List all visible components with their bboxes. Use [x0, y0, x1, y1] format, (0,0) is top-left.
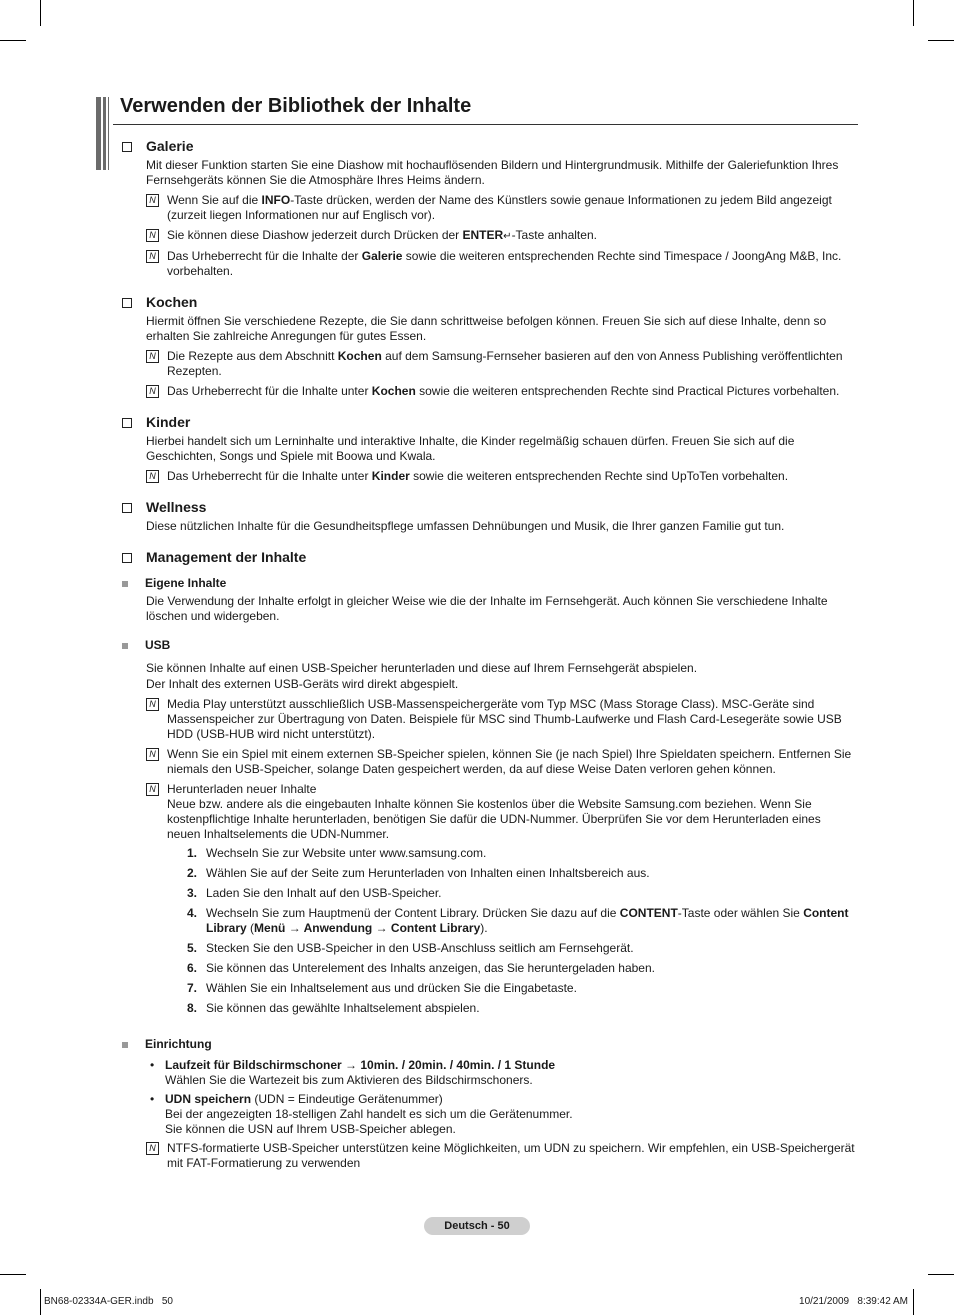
enter-key-icon: ↵	[503, 231, 512, 242]
page-number-badge: Deutsch - 50	[424, 1217, 530, 1235]
usb-text: Sie können Inhalte auf einen USB-Speicher herunterladen und diese auf Ihrem Fernsehgerät abspielen.	[146, 661, 698, 675]
note	[146, 747, 857, 777]
footer-timestamp: 10/21/2009 8:39:42 AM	[799, 1296, 908, 1307]
checkbox-bullet-icon	[122, 553, 132, 563]
subsection-heading: Eigene Inhalte	[145, 576, 227, 590]
crop-mark	[928, 1274, 954, 1275]
note-bold: Kochen	[371, 384, 416, 398]
note-text: Wenn Sie auf die	[167, 193, 262, 207]
square-bullet-icon	[122, 581, 128, 587]
note	[146, 782, 857, 1021]
download-steps	[187, 846, 857, 1016]
section-heading: Kochen	[146, 293, 198, 310]
subsection-heading: Einrichtung	[145, 1037, 212, 1051]
title-decoration	[96, 97, 112, 170]
crop-mark	[0, 40, 26, 41]
note	[146, 249, 857, 279]
crop-mark	[913, 1289, 914, 1315]
note-icon: N	[146, 194, 159, 207]
bullet-title: UDN speichern	[165, 1092, 252, 1106]
note	[146, 384, 857, 399]
checkbox-bullet-icon	[122, 298, 132, 308]
section-heading: Galerie	[146, 137, 194, 154]
section-heading: Management der Inhalte	[146, 548, 307, 565]
note-icon: N	[146, 783, 159, 796]
subsection-eigene-inhalte	[122, 576, 857, 591]
bullet-title: Laufzeit für Bildschirmschoner → 10min. / 20min. / 40min. / 1 Stunde	[165, 1058, 556, 1072]
section-heading: Wellness	[146, 498, 207, 515]
crop-mark	[40, 1289, 41, 1315]
checkbox-bullet-icon	[122, 418, 132, 428]
note-icon: N	[146, 470, 159, 483]
section-kinder	[122, 413, 857, 484]
crop-mark	[0, 1274, 26, 1275]
square-bullet-icon	[122, 643, 128, 649]
section-intro: Mit dieser Funktion starten Sie eine Diashow mit hochauflösenden Bildern und Hintergrundmusik. Mithilfe der Galeriefunktion Ihres Fernsehgeräts können Sie die Atmosphäre Ihres Heims ändern.	[146, 158, 839, 187]
note-text: NTFS-formatierte USB-Speicher unterstützen keine Möglichkeiten, um UDN zu speichern. Wir empfehlen, ein USB-Speichergerät mit FAT-Formatierung zu verwenden	[167, 1141, 855, 1170]
page-content	[122, 137, 857, 1185]
note	[146, 1141, 857, 1171]
note-text: Sie können diese Diashow jederzeit durch Drücken der	[167, 228, 463, 242]
bullet-text: Sie können die USN auf Ihrem USB-Speicher ablegen.	[165, 1122, 456, 1136]
step-item: 1. Wechseln Sie zur Website unter www.samsung.com.	[187, 846, 487, 860]
note-icon: N	[146, 250, 159, 263]
step-item: 7. Wählen Sie ein Inhaltselement aus und drücken Sie die Eingabetaste.	[187, 981, 577, 995]
section-intro: Hierbei handelt sich um Lerninhalte und interaktive Inhalte, die Kinder regelmäßig schauen dürfen. Freuen Sie sich auf die Geschichten, Songs und Spiele mit Boowa und Kwala.	[146, 434, 795, 463]
note-bold: ENTER	[462, 228, 504, 242]
note-icon: N	[146, 385, 159, 398]
note-icon: N	[146, 350, 159, 363]
note-text: -Taste anhalten.	[511, 228, 597, 242]
note-bold: Galerie	[361, 249, 403, 263]
subsection-einrichtung	[122, 1037, 857, 1052]
footer-file-info: BN68-02334A-GER.indb 50	[44, 1296, 173, 1307]
note-bold: Kochen	[337, 349, 382, 363]
note-text: Neue bzw. andere als die eingebauten Inhalte können Sie kostenlos über die Website Samsung.com beziehen. Wenn Sie kostenpflichtige Inhalte herunterladen, benötigen Sie dafür die UDN-Nummer. Überprüfen Sie vor dem Herunterladen eines neuen Inhaltselements die UDN-Nummer.	[167, 797, 821, 841]
note-bold: Kinder	[371, 469, 410, 483]
page-title: Verwenden der Bibliothek der Inhalte	[120, 95, 472, 117]
note-icon: N	[146, 748, 159, 761]
subsection-text: Die Verwendung der Inhalte erfolgt in gleicher Weise wie die der Inhalte im Fernsehgerät. Auch können Sie verschiedene Inhalte löschen und widergeben.	[146, 594, 828, 623]
note	[146, 228, 857, 244]
square-bullet-icon	[122, 1042, 128, 1048]
bullet-dot-icon: •	[150, 1092, 155, 1106]
step-item: 4. Wechseln Sie zum Hauptmenü der Content Library. Drücken Sie dazu auf die CONTENT-Taste oder wählen Sie Content Library (Menü → Anwendung → Content Library).	[187, 906, 849, 935]
usb-text: Der Inhalt des externen USB-Geräts wird direkt abgespielt.	[146, 677, 459, 691]
note-text: sowie die weiteren entsprechenden Rechte sind Timespace / JoongAng M&B, Inc. vorbehalten.	[167, 249, 842, 278]
section-management	[122, 548, 857, 1171]
bullet-item	[146, 1092, 857, 1137]
note-text: sowie die weiteren entsprechenden Rechte sind Practical Pictures vorbehalten.	[415, 384, 840, 398]
bullet-dot-icon: •	[150, 1058, 155, 1072]
section-intro: Hiermit öffnen Sie verschiedene Rezepte, die Sie dann schrittweise befolgen können. Freuen Sie sich auf diese Inhalte, denn so erhalten Sie zahlreiche Anregungen für gutes Essen.	[146, 314, 827, 343]
note-icon: N	[146, 229, 159, 242]
crop-mark	[40, 0, 41, 26]
title-rule	[113, 124, 858, 125]
note-text: Das Urheberrecht für die Inhalte der	[167, 249, 362, 263]
bullet-text: (UDN = Eindeutige Gerätenummer)	[251, 1092, 443, 1106]
note	[146, 469, 857, 484]
note-bold: INFO	[261, 193, 291, 207]
bullet-item	[146, 1058, 857, 1088]
subsection-heading: USB	[145, 638, 171, 652]
section-kochen	[122, 293, 857, 399]
note-icon: N	[146, 698, 159, 711]
crop-mark	[928, 40, 954, 41]
bullet-text: Bei der angezeigten 18-stelligen Zahl handelt es sich um die Gerätenummer.	[165, 1107, 573, 1121]
step-item: 5. Stecken Sie den USB-Speicher in den USB-Anschluss seitlich am Fernsehgerät.	[187, 941, 634, 955]
note-text: auf dem Samsung-Fernseher basieren auf den von Anness Publishing veröffentlichten Rezepten.	[167, 349, 843, 378]
note-text: Wenn Sie ein Spiel mit einem externen SB-Speicher spielen, können Sie (je nach Spiel) Ihre Spieldaten speichern. Entfernen Sie niemals den USB-Speicher, solange Daten gespeichert werden, da auf diese Weise Daten verloren gehen können.	[167, 747, 852, 776]
note-text: sowie die weiteren entsprechenden Rechte sind UpToTen vorbehalten.	[409, 469, 789, 483]
note	[146, 193, 857, 223]
note-text: Das Urheberrecht für die Inhalte unter	[167, 384, 372, 398]
checkbox-bullet-icon	[122, 503, 132, 513]
bullet-text: Wählen Sie die Wartezeit bis zum Aktivieren des Bildschirmschoners.	[165, 1073, 533, 1087]
crop-mark	[913, 0, 914, 26]
note-text: -Taste drücken, werden der Name des Künstlers sowie genaue Informationen zu jedem Bild angezeigt (zurzeit liegen Informationen nur auf Englisch vor).	[167, 193, 832, 222]
section-intro: Diese nützlichen Inhalte für die Gesundheitspflege umfassen Dehnübungen und Musik, die Ihrer ganzen Familie gut tun.	[146, 519, 785, 533]
note	[146, 697, 857, 742]
section-wellness	[122, 498, 857, 534]
note-title: Herunterladen neuer Inhalte	[167, 782, 317, 796]
checkbox-bullet-icon	[122, 142, 132, 152]
step-item: 8. Sie können das gewählte Inhaltselement abspielen.	[187, 1001, 480, 1015]
step-item: 2. Wählen Sie auf der Seite zum Herunterladen von Inhalten einen Inhaltsbereich aus.	[187, 866, 650, 880]
subsection-usb	[122, 638, 857, 653]
note	[146, 349, 857, 379]
step-item: 3. Laden Sie den Inhalt auf den USB-Speicher.	[187, 886, 442, 900]
note-text: Das Urheberrecht für die Inhalte unter	[167, 469, 372, 483]
note-text: Die Rezepte aus dem Abschnitt	[167, 349, 338, 363]
note-text: Media Play unterstützt ausschließlich USB-Massenspeichergeräte vom Typ MSC (Mass Storage Class). MSC-Geräte sind Massenspeicher zur Übertragung von Daten. Beispiele für MSC sind Thumb-Laufwerke und Flash Card-Lesegeräte sowie USB HDD (USB-HUB wird nicht unterstützt).	[167, 697, 842, 741]
step-item: 6. Sie können das Unterelement des Inhalts anzeigen, das Sie heruntergeladen haben.	[187, 961, 655, 975]
section-galerie	[122, 137, 857, 279]
note-icon: N	[146, 1142, 159, 1155]
section-heading: Kinder	[146, 413, 191, 430]
